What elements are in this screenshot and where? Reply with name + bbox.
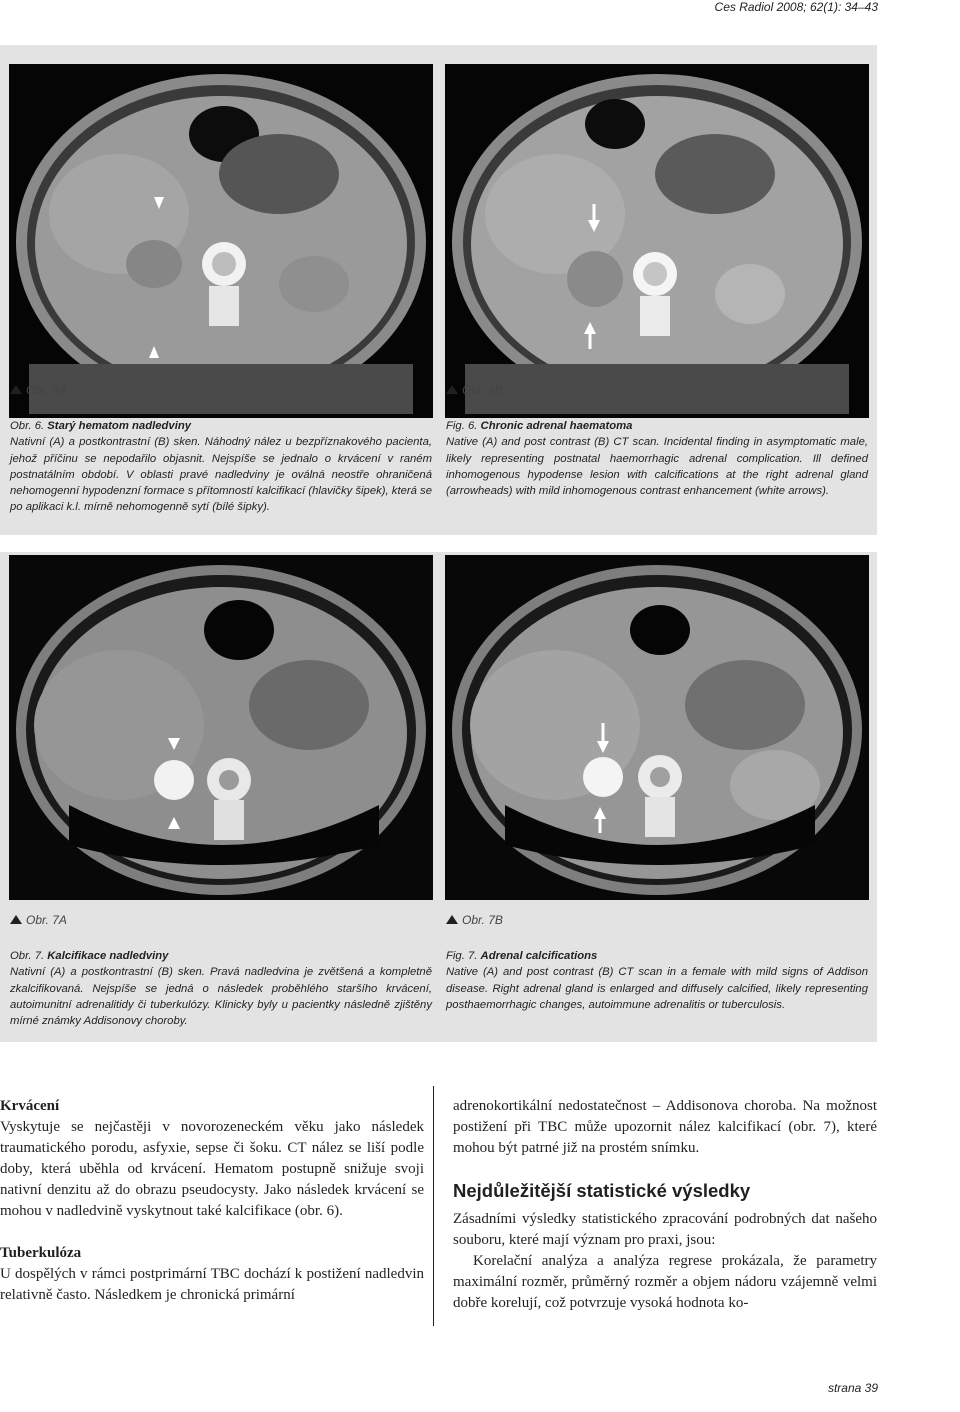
paragraph: Korelační analýza a analýza regrese prokázala, že parametry maximální rozměr, průměrný rozměr a objem nádoru vzájemně velmi dobře korelují, což potvrzuje vysoká hodnota ko- [453, 1253, 877, 1311]
ct-scan-7a [9, 555, 433, 900]
figure-7a-label [10, 913, 67, 927]
caption-text: Native (A) and post contrast (B) CT scan. Incidental finding in asymptomatic male, likely representing postnatal haemorrhagic adrenal complication. Ill defined inhomogenous hypodense lesion with calcifications at the right adrenal gland (arrowheads) with mild inhomogenous contrast enhancement (white arrows). [446, 436, 868, 498]
figure-6-panel [0, 45, 877, 535]
triangle-icon [10, 385, 22, 394]
left-column [0, 1096, 424, 1306]
caption-title: Chronic adrenal haematoma [480, 420, 633, 432]
right-column [453, 1096, 877, 1314]
ct-image-6b [445, 64, 869, 418]
figure-6-caption-en [446, 418, 868, 499]
triangle-icon [10, 915, 22, 924]
caption-text: Native (A) and post contrast (B) CT scan in a female with mild signs of Addison disease. Right adrenal gland is enlarged and diffusely calcified, likely representing posthaemorrhagic changes, autoimmune adrenalitis or tuberculosis. [446, 966, 868, 1011]
caption-title: Kalcifikace nadledviny [47, 950, 169, 962]
paragraph: adrenokortikální nedostatečnost – Addisonova choroba. Na možnost postižení při TBC může upozornit nález kalcifikací (obr. 7), které mohou být patrné již na prostém snímku. [453, 1098, 877, 1156]
figure-6b-label-text: Obr. 6B [462, 383, 503, 397]
paragraph: Zásadními výsledky statistického zpracování podrobných dat našeho souboru, které mají význam pro praxi, jsou: [453, 1211, 877, 1248]
triangle-icon [446, 385, 458, 394]
caption-text: Nativní (A) a postkontrastní (B) sken. Pravá nadledvina je zvětšená a kompletně zkalcifikovaná. Nejspíše se jedná o následek proběhlého staršího krvácení, autoimunitní adrenalitidy či tuberkulózy. Klinicky byly u pacientky následně zjištěny mírné známky Addisonovy choroby. [10, 966, 432, 1028]
ct-scan-7b [445, 555, 869, 900]
figure-6a-label-text: Obr. 6A [26, 383, 67, 397]
figure-6-caption-cz [10, 418, 432, 516]
figure-7-caption-cz [10, 948, 432, 1029]
caption-title: Adrenal calcifications [480, 950, 598, 962]
journal-header: Ces Radiol 2008; 62(1): 34–43 [714, 0, 878, 14]
caption-number: Fig. 6. [446, 420, 478, 432]
ct-image-7b [445, 555, 869, 900]
page-number: strana 39 [827, 1381, 878, 1395]
column-divider [433, 1086, 434, 1326]
caption-text: Nativní (A) a postkontrastní (B) sken. Náhodný nález u bezpříznakového pacienta, jehož příčinu se nepodařilo objasnit. Nejspíše se jednalo o krvácení v raném postnatálním období. V oblasti pravé nadledviny je oválná neostře ohraničená nehomogenní hypodenzní formace s přítomností kalcifikací (hlavičky šipek), která se po aplikaci k.l. mírně nehomogenně sytí (bílé šipky). [10, 436, 432, 514]
figure-7a-label-text: Obr. 7A [26, 913, 67, 927]
figure-7b-label [446, 913, 503, 927]
figure-7-caption-en [446, 948, 868, 1013]
figure-6b-label [446, 383, 503, 397]
paragraph: Vyskytuje se nejčastěji v novorozeneckém věku jako následek traumatického porodu, asfyxie, sepse či šoku. CT nález se liší podle doby, která uběhla od krvácení. Hematom postupně snižuje svoji nativní denzitu až do obrazu pseudocysty. Jako následek krvácení se mohou v nadledvině vyskytnout také kalcifikace (obr. 6). [0, 1119, 424, 1219]
figure-7b-label-text: Obr. 7B [462, 913, 503, 927]
section-heading-krvaceni: Krvácení [0, 1098, 60, 1114]
ct-scan-6a [9, 64, 433, 418]
ct-image-6a [9, 64, 433, 418]
section-heading-tuberkuloza: Tuberkulóza [0, 1245, 82, 1261]
figure-7-panel [0, 552, 877, 1042]
triangle-icon [446, 915, 458, 924]
figure-6a-label [10, 383, 67, 397]
paragraph: U dospělých v rámci postprimární TBC dochází k postižení nadledvin relativně často. Následkem je chronická primární [0, 1266, 424, 1303]
ct-image-7a [9, 555, 433, 900]
caption-number: Obr. 6. [10, 420, 45, 432]
ct-scan-6b [445, 64, 869, 418]
caption-number: Fig. 7. [446, 950, 478, 962]
caption-number: Obr. 7. [10, 950, 45, 962]
caption-title: Starý hematom nadledviny [47, 420, 192, 432]
section-heading-statistics: Nejdůležitější statistické výsledky [453, 1180, 751, 1201]
